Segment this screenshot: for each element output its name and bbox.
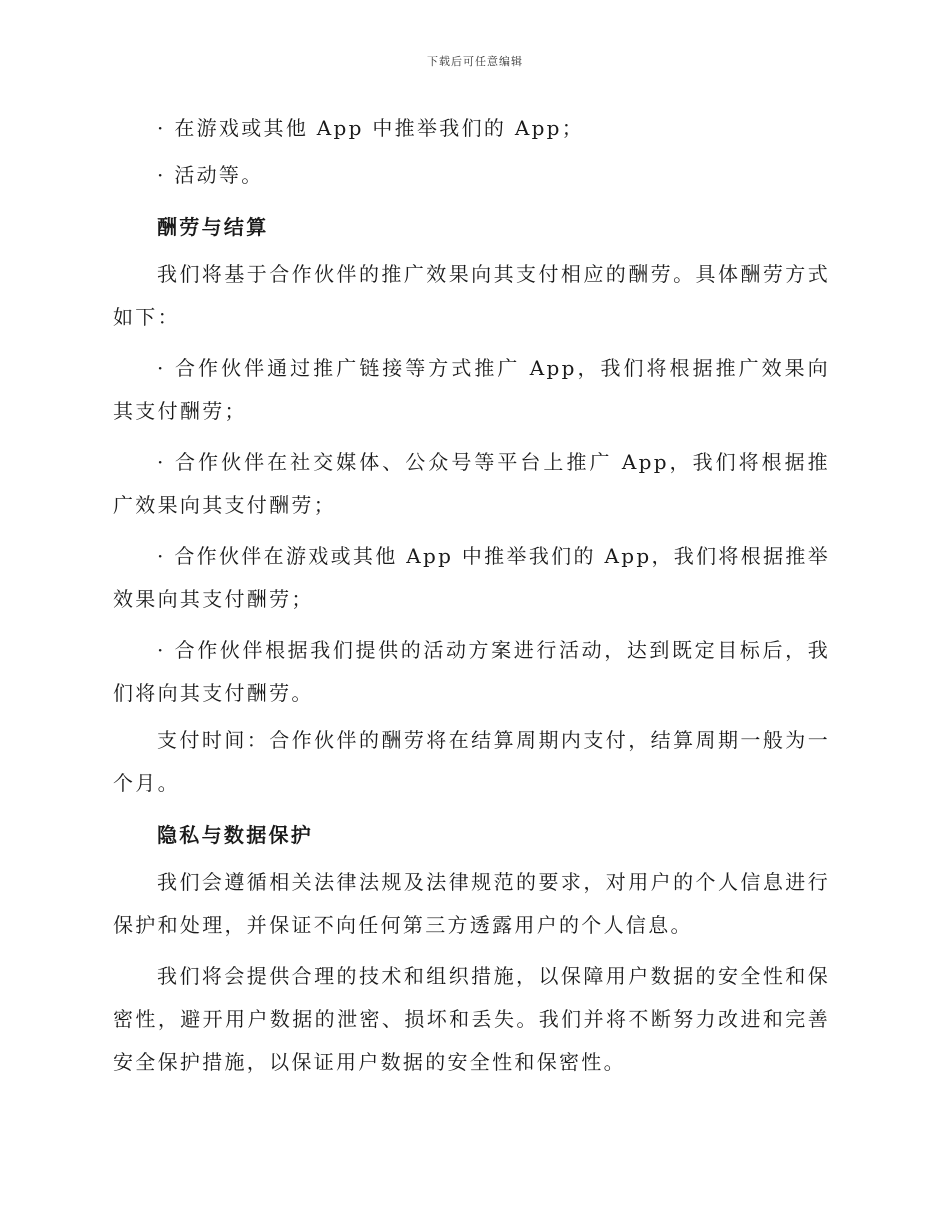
section-heading-privacy: 隐私与数据保护 [157, 823, 314, 847]
bullet-item: · 在游戏或其他 App 中推举我们的 App； [157, 116, 585, 140]
privacy-paragraph: 我们会遵循相关法律法规及法律规范的要求，对用户的个人信息进行保护和处理，并保证不向任何第三方透露用户的个人信息。 [113, 870, 830, 937]
remuneration-bullet: · 合作伙伴在游戏或其他 App 中推举我们的 App，我们将根据推举效果向其支付酬劳； [113, 544, 830, 611]
section-intro-paragraph: 我们将基于合作伙伴的推广效果向其支付相应的酬劳。具体酬劳方式如下： [113, 262, 830, 329]
bullet-item: · 活动等。 [157, 163, 264, 187]
payment-time-paragraph: 支付时间：合作伙伴的酬劳将在结算周期内支付，结算周期一般为一个月。 [113, 728, 830, 795]
document-body [113, 107, 830, 1084]
remuneration-bullet: · 合作伙伴在社交媒体、公众号等平台上推广 App，我们将根据推广效果向其支付酬劳； [113, 450, 830, 517]
privacy-paragraph: 我们将会提供合理的技术和组织措施，以保障用户数据的安全性和保密性，避开用户数据的泄密、损坏和丢失。我们并将不断努力改进和完善安全保护措施，以保证用户数据的安全性和保密性。 [113, 964, 830, 1074]
remuneration-bullet: · 合作伙伴通过推广链接等方式推广 App，我们将根据推广效果向其支付酬劳； [113, 356, 830, 423]
page-header: 下载后可任意编辑 [427, 55, 523, 68]
remuneration-bullet: · 合作伙伴根据我们提供的活动方案进行活动，达到既定目标后，我们将向其支付酬劳。 [113, 638, 830, 705]
section-heading-remuneration: 酬劳与结算 [157, 215, 269, 239]
